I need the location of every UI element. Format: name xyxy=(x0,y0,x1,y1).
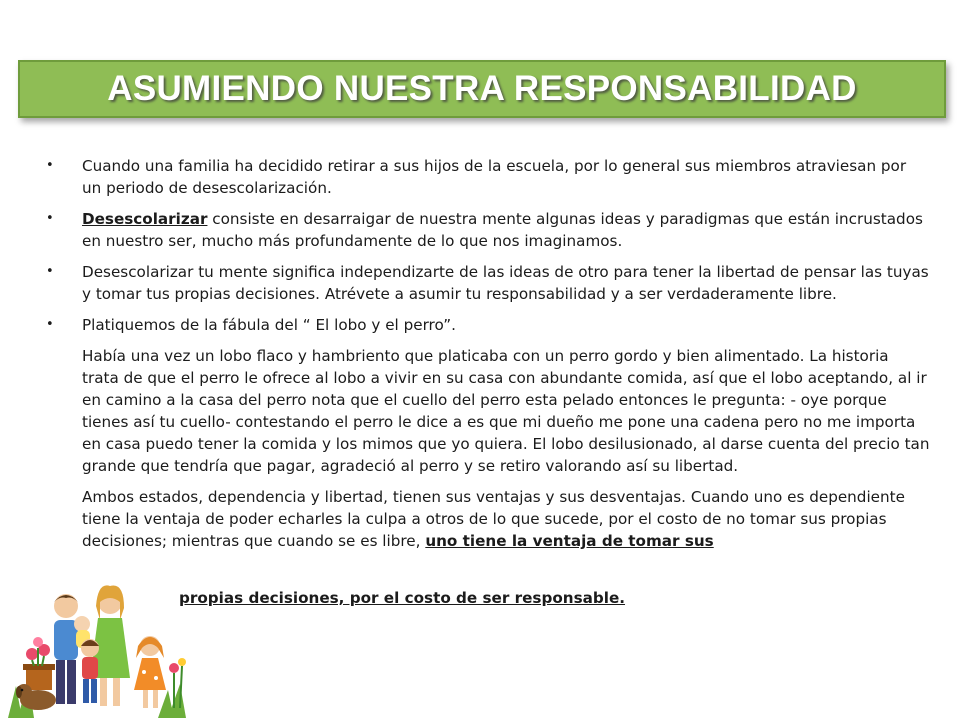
family-illustration-icon xyxy=(8,568,188,718)
bullet-text: Platiquemos de la fábula del “ El lobo y el perro”. xyxy=(82,316,456,334)
title-banner xyxy=(18,60,946,118)
conclusion-paragraph xyxy=(46,486,930,552)
bullet-text: consiste en desarraigar de nuestra mente algunas ideas y paradigmas que están incrustados en nuestro ser, mucho más profundamente de lo que nos imaginamos. xyxy=(82,210,923,250)
slide-title: ASUMIENDO NUESTRA RESPONSABILIDAD xyxy=(107,69,857,108)
conclusion-text: Ambos estados, dependencia y libertad, tienen sus ventajas y sus desventajas. Cuando uno es dependiente tiene la ventaja de poder echarles la culpa a otros de lo que sucede, por el costo de no tomar sus propias decisiones; mientras que cuando se es libre, xyxy=(82,488,905,550)
bullet-dot: • xyxy=(46,211,54,226)
bullet-item xyxy=(46,208,930,252)
story-paragraph: Había una vez un lobo flaco y hambriento que platicaba con un perro gordo y bien alimentado. La historia trata de que el perro le ofrece al lobo a vivir en su casa con abundante comida, así que el lobo aceptando, al ir en camino a la casa del perro nota que el cuello del perro esta pelado entonces le pregunta: - oye porque tienes así tu cuello- contestando el perro le dice a es que mi dueño me pone una cadena pero no me importa en casa puedo tener la comida y los mimos que yo quiera. El lobo desilusionado, al darse cuenta del precio tan grande que tendría que pagar, agradeció al perro y se retiro valorando así su libertad. xyxy=(82,347,930,475)
conclusion-emphasis-end: propias decisiones, por el costo de ser responsable. xyxy=(179,589,626,607)
conclusion-emphasis: uno tiene la ventaja de tomar sus xyxy=(425,532,714,550)
bullet-text: Cuando una familia ha decidido retirar a sus hijos de la escuela, por lo general sus miembros atraviesan por un periodo de desescolarización. xyxy=(82,157,907,197)
slide-body xyxy=(46,155,930,561)
bullet-keyword: Desescolarizar xyxy=(82,210,208,228)
bullet-item xyxy=(46,314,930,336)
bullet-text: Desescolarizar tu mente significa independizarte de las ideas de otro para tener la libertad de pensar las tuyas y tomar tus propias decisiones. Atrévete a asumir tu responsabilidad y a ser verdaderamente libre. xyxy=(82,263,929,303)
bullet-item xyxy=(46,155,930,199)
bullet-item xyxy=(46,261,930,305)
bullet-dot: • xyxy=(46,264,54,279)
bullet-dot: • xyxy=(46,158,54,173)
bullet-dot: • xyxy=(46,317,54,332)
